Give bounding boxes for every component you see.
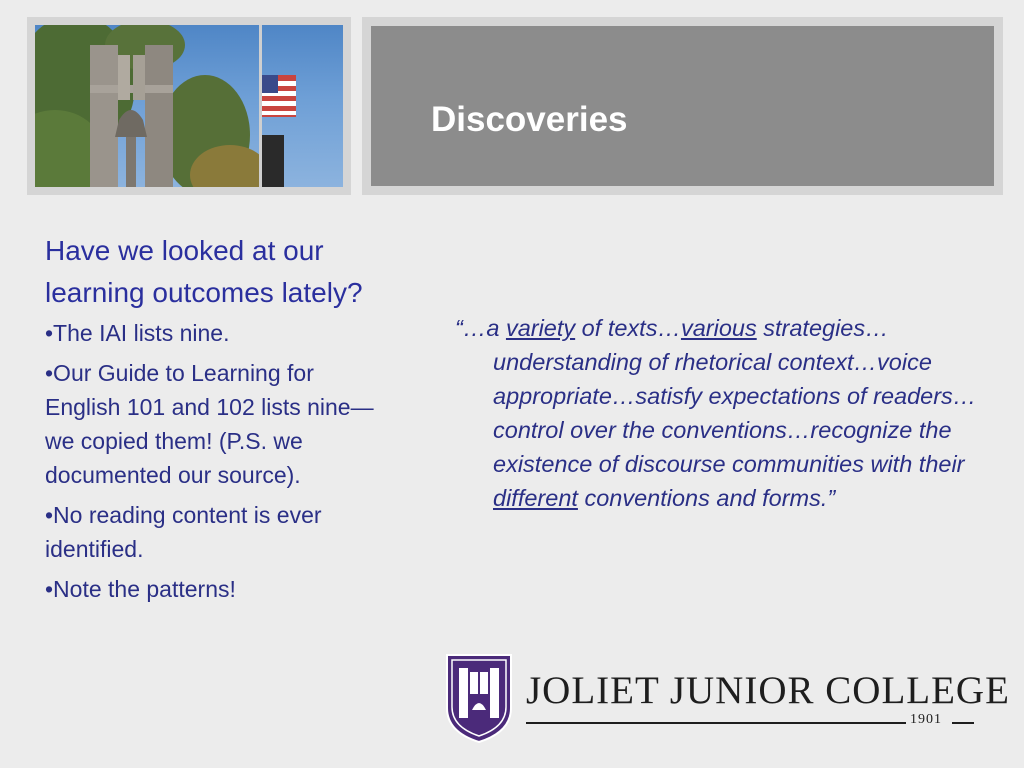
outcomes-quote [455,311,995,515]
photo-frame [27,17,351,195]
logo-rule-right [952,722,974,724]
title-frame [362,17,1003,195]
founding-year: 1901 [910,712,942,727]
bell-tower-illustration [35,25,343,187]
quote-text-3: strategies…understanding of rhetorical context…voice appropriate…satisfy expectations of readers…control over the conventions…recognize the existence of discourse communities with their [493,315,977,477]
slide-title: Discoveries [431,100,628,139]
left-column [45,230,390,612]
bell-tower-flag-photo [35,25,343,187]
bullet-item-2: •Our Guide to Learning for English 101 and 102 lists nine—we copied them! (P.S. we documented our source). [45,360,374,488]
quote-text-4: conventions and forms.” [577,485,836,511]
quote-underline-different: different [493,485,578,511]
quote-text-2: of texts… [575,315,681,341]
title-box [371,26,994,186]
quote-underline-variety: variety [505,315,576,341]
college-shield-icon [444,652,514,744]
college-name: JOLIET JUNIOR COLLEGE [526,669,1010,712]
quote-text-1: “…a [455,315,506,341]
bullet-item-4: •Note the patterns! [45,576,236,602]
college-logo [444,652,1010,747]
quote-paragraph [455,311,995,515]
section-heading: Have we looked at our learning outcomes lately? [45,235,363,308]
quote-underline-various: various [680,315,757,341]
bullet-item-1: •The IAI lists nine. [45,320,230,346]
logo-rule-left [526,722,906,724]
bullet-item-3: •No reading content is ever identified. [45,502,322,562]
